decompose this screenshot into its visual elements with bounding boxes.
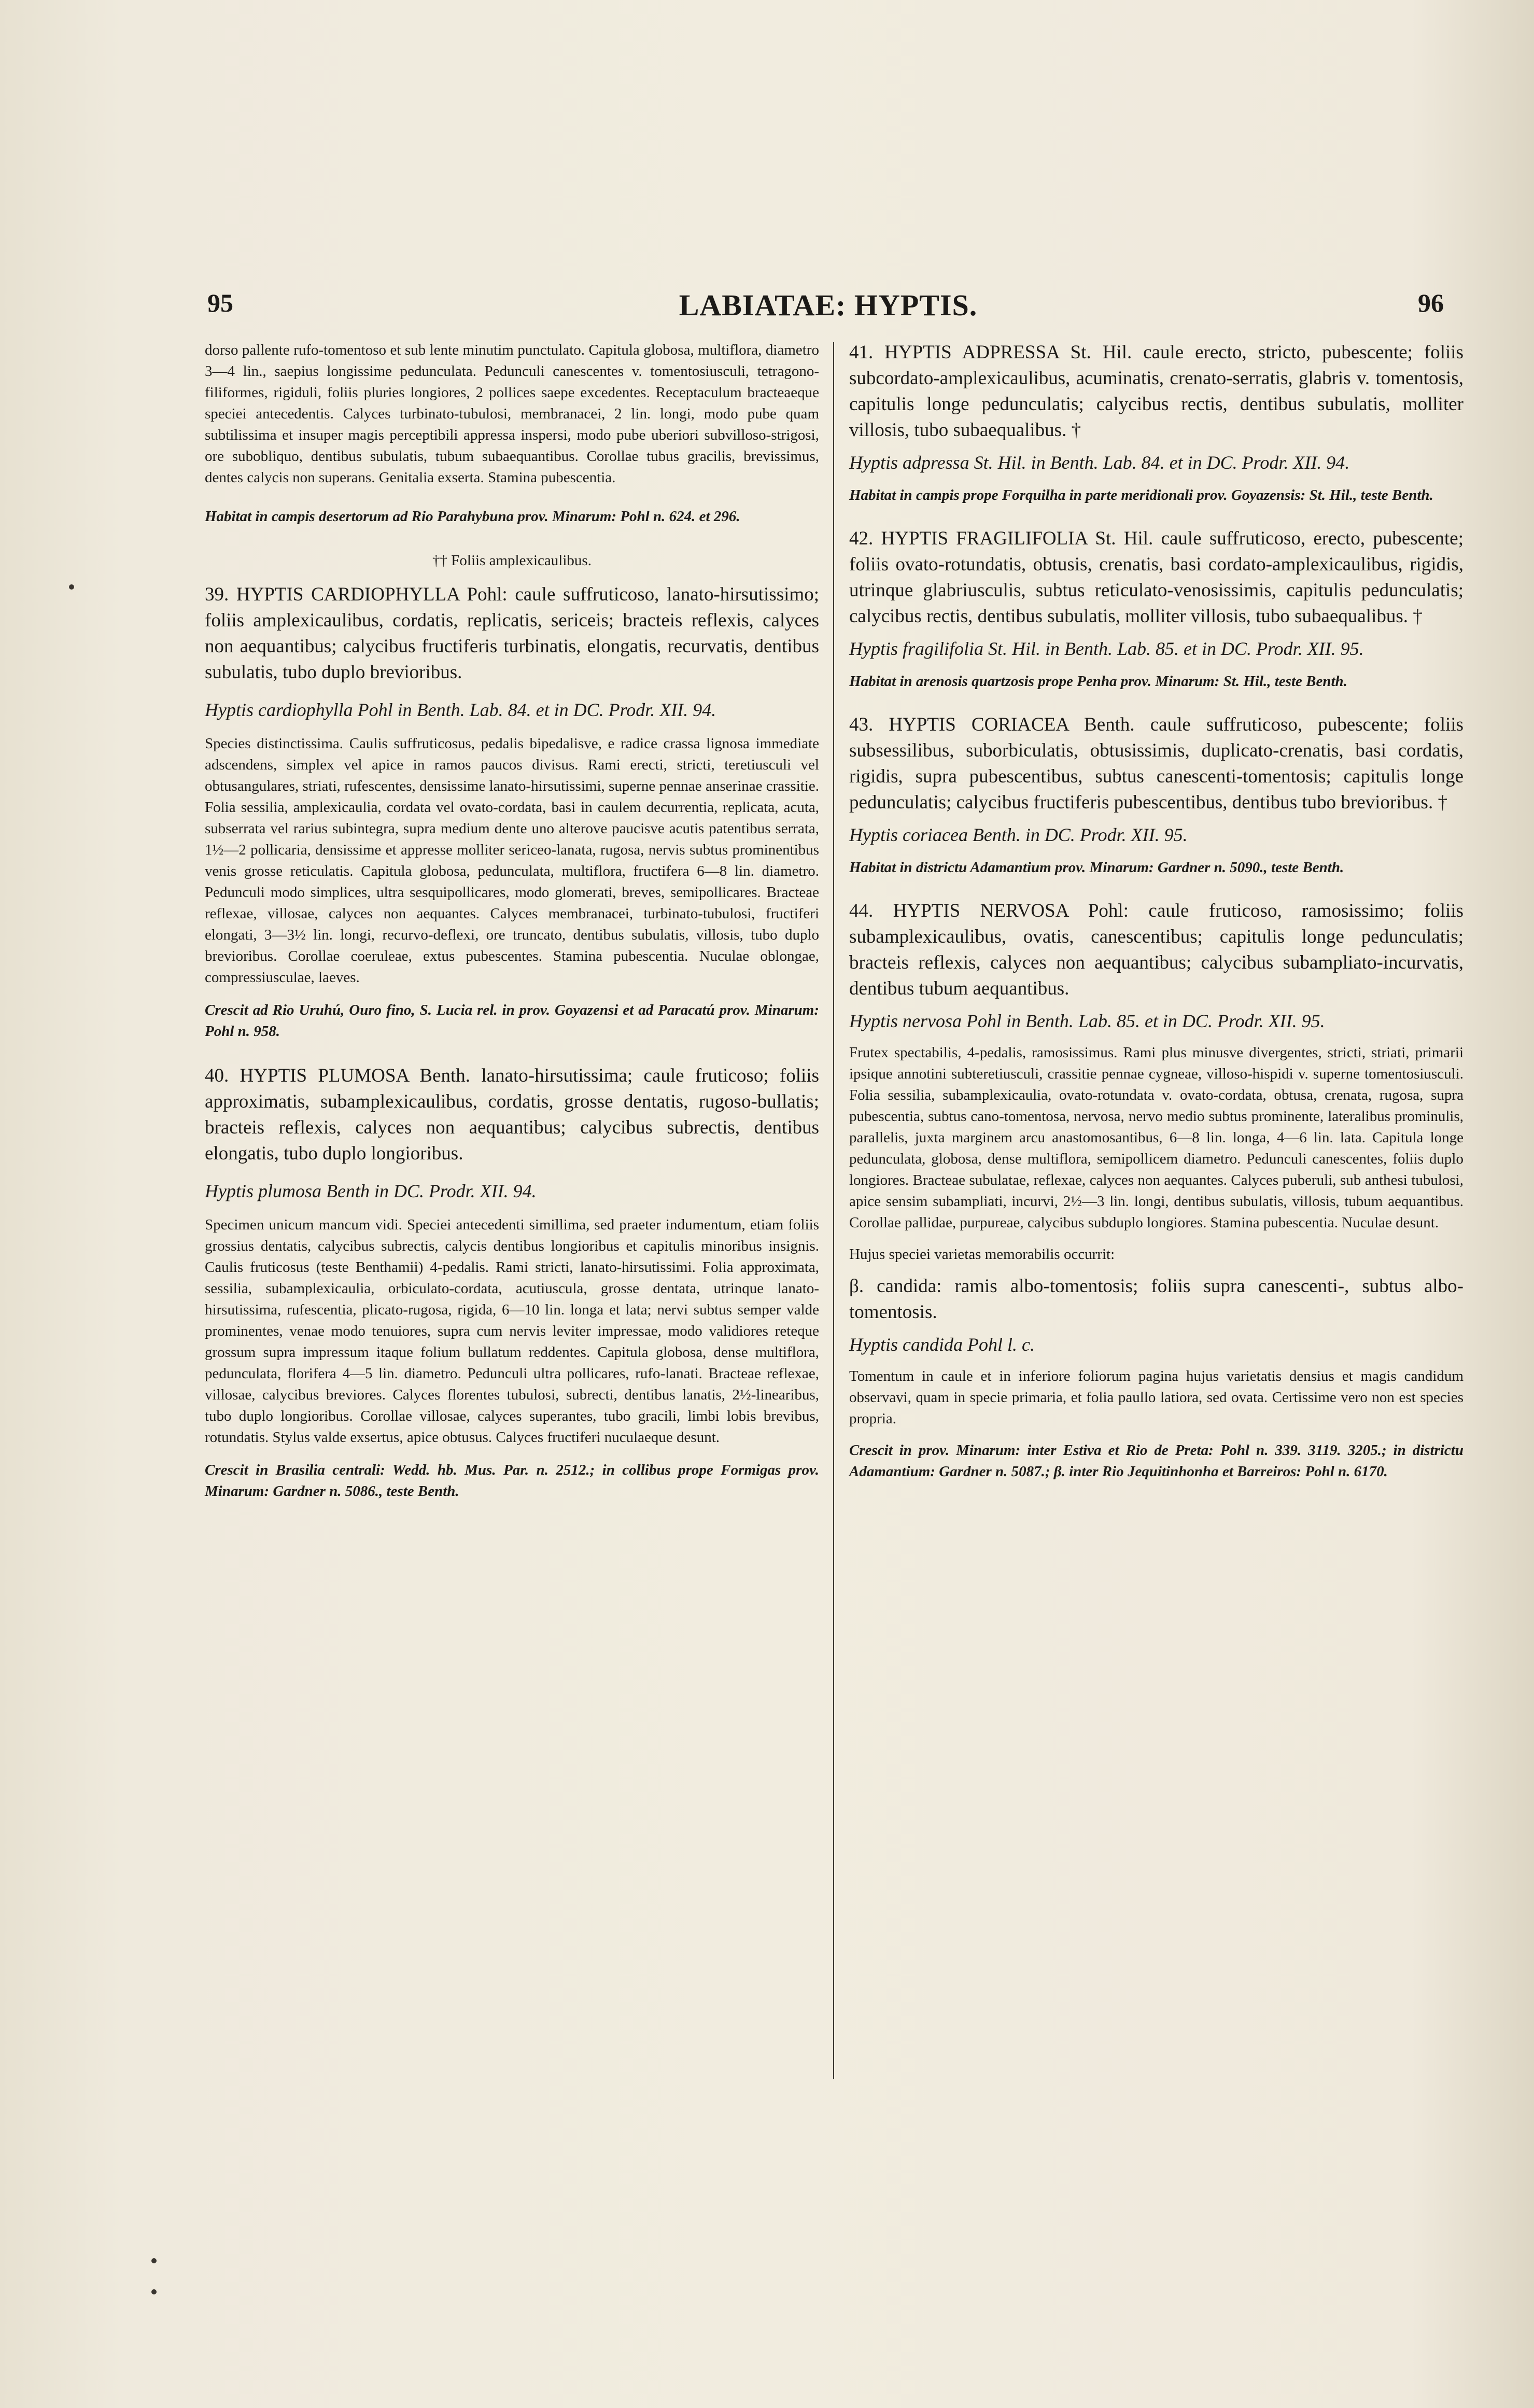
species-43-diagnosis: 43. HYPTIS CORIACEA Benth. caule suffruticoso, pubescente; foliis subsessilibus, suborbiculatis, obtusissimis, duplicato-crenatis, basi cordatis, rigidis, supra pubescentibus, subtus canescenti-tomentosis; capitulis longe pedunculatis; calycibus fructiferis pubescentibus, dentibus tubo brevioribus. †: [849, 714, 1463, 813]
species-41-diagnosis: 41. HYPTIS ADPRESSA St. Hil. caule erecto, stricto, pubescente; foliis subcordato-amplexicaulibus, acuminatis, crenato-serratis, glabris v. tomentosis, capitulis longe pedunculatis; calycibus rectis, dentibus subulatis, molliter villosis, tubo subaequalibus. †: [849, 342, 1463, 441]
species-41-citation: Hyptis adpressa St. Hil. in Benth. Lab. 84. et in DC. Prodr. XII. 94.: [849, 452, 1350, 473]
section-heading: †† Foliis amplexicaulibus.: [432, 552, 592, 569]
left-page-number: 95: [207, 288, 233, 317]
species-40-diagnosis: 40. HYPTIS PLUMOSA Benth. lanato-hirsutissima; caule fruticoso; foliis approximatis, subamplexicaulibus, cordatis, grosse dentatis, rugoso-bullatis; bracteis reflexis, calyces non aequantibus; calycibus subrectis, dentibus elongatis, tubo duplo longioribus.: [205, 1065, 819, 1164]
species-40-description: Specimen unicum mancum vidi. Speciei antecedenti simillima, sed praeter indumentum, etiam foliis grossius dentatis, calycibus subrectis, calycis dentibus longioribus et capitulis minoribus insignis. Caulis fruticosus (teste Benthamii) 4-pedalis. Rami stricti, lanato-hirsutissimi. Folia approximata, sessilia, subamplexicaulia, orbiculato-cordata, acutiuscula, grosse dentata, utrinque lanato-hirsutissima, rufescentia, plicato-rugosa, rigida, 6—10 lin. longa et lata; nervi subtus semper valde prominentes, venae modo tenuiores, supra cum nervis leviter impressae, modo validiores reteque grossum supra impressum itaque folium bullatum reddentes. Capitula globosa, dense multiflora, pedunculata, florifera 4—5 lin. diametro. Pedunculi ultra pollicares, rufo-lanati. Bracteae reflexae, villosae, calycibus breviores. Calyces florentes tubulosi, subrecti, dentibus lanatis, 2½-linearibus, tubo duplo longioribus. Corollae villosae, calyces superantes, tubo gracili, limbi lobis brevibus, rotundatis. Stylus valde exsertus, apice obtusus. Calyces fructiferi nuculaeque desunt.: [205, 1216, 819, 1446]
species-39-habitat: Crescit ad Rio Uruhú, Ouro fino, S. Lucia rel. in prov. Goyazensi et ad Paracatú prov. Minarum: Pohl n. 958.: [205, 1002, 819, 1040]
ink-speck: [151, 2289, 157, 2294]
variety-candida-diagnosis: β. candida: ramis albo-tomentosis; foliis supra canescenti-, subtus albo-tomentosis.: [849, 1276, 1463, 1323]
species-40-citation: Hyptis plumosa Benth in DC. Prodr. XII. 94.: [205, 1181, 537, 1201]
species-42-habitat: Habitat in arenosis quartzosis prope Penha prov. Minarum: St. Hil., teste Benth.: [849, 673, 1347, 690]
ink-speck: [69, 584, 74, 590]
species-42-citation: Hyptis fragilifolia St. Hil. in Benth. Lab. 85. et in DC. Prodr. XII. 95.: [849, 638, 1364, 659]
right-column: [849, 340, 1463, 1482]
left-column: [205, 340, 819, 1502]
running-header: [205, 288, 1452, 329]
species-41-habitat: Habitat in campis prope Forquilha in parte meridionali prov. Goyazensis: St. Hil., teste Benth.: [849, 487, 1433, 503]
species-43-citation: Hyptis coriacea Benth. in DC. Prodr. XII. 95.: [849, 824, 1188, 845]
right-page-number: 96: [1418, 288, 1444, 317]
variety-candida-description: Tomentum in caule et in inferiore foliorum pagina hujus varietatis densius et magis candidum observavi, quam in specie primaria, et folia paullo latiora, sed ovata. Certissime vero non est species propria.: [849, 1368, 1463, 1427]
paragraph-continuation: dorso pallente rufo-tomentoso et sub lente minutim punctulato. Capitula globosa, multiflora, diametro 3—4 lin., saepius longissime pedunculata. Pedunculi canescentes v. tomentosiusculi, tetragono-filiformes, rigiduli, foliis pluries longiores, 2 pollices saepe excedentes. Receptaculum bracteaeque speciei antecedentis. Calyces turbinato-tubulosi, membranacei, 2 lin. longi, modo pube quam subtilissima et insuper magis perceptibili appressa inspersi, modo pube uberiori subvilloso-strigosi, ore subobliquo, dentibus subulatis, tubum subaequantibus. Corollae tubus gracilis, brevissimus, dentes calycis non superans. Genitalia exserta. Stamina pubescentia.: [205, 342, 819, 486]
species-39-citation: Hyptis cardiophylla Pohl in Benth. Lab. 84. et in DC. Prodr. XII. 94.: [205, 699, 716, 720]
ink-speck: [151, 2258, 157, 2263]
species-40-habitat: Crescit in Brasilia centrali: Wedd. hb. Mus. Par. n. 2512.; in collibus prope Formigas prov. Minarum: Gardner n. 5086., teste Benth.: [205, 1462, 819, 1500]
column-divider: [833, 342, 834, 2079]
species-39-description: Species distinctissima. Caulis suffruticosus, pedalis bipedalisve, e radice crassa lignosa immediate adscendens, simplex vel apice in ramos paucos divisus. Rami erecti, stricti, teretiusculi vel obtusangulares, striati, rufescentes, densissime lanato-hirsutissimi, superne pennae anserinae crassitie. Folia sessilia, amplexicaulia, cordata vel ovato-cordata, basi in caulem decurrentia, replicata, acuta, subserrata vel rarius subintegra, supra medium dente uno alterove paucisve acutis patentibus serrata, 1½—2 pollicaria, densissime et appresse molliter sericeo-lanata, rugosa, nervis subtus prominentibus venis grosse reticulatis. Capitula globosa, pedunculata, multiflora, fructifera 6—8 lin. diametro. Pedunculi modo simplices, ultra sesquipollicares, modo glomerati, breves, semipollicares. Bracteae reflexae, villosae, calyces non aequantes. Calyces membranacei, turbinato-tubulosi, fructiferi elongati, 3—3½ lin. longi, recurvo-deflexi, ore truncato, dentibus subulatis, villosis, tubo duplo brevioribus. Corollae coeruleae, extus pubescentes. Stamina pubescentia. Nuculae oblongae, compressiusculae, laeves.: [205, 735, 819, 986]
running-title: LABIATAE: HYPTIS.: [679, 288, 978, 322]
habitat-38: Habitat in campis desertorum ad Rio Parahybuna prov. Minarum: Pohl n. 624. et 296.: [205, 508, 740, 525]
species-42-diagnosis: 42. HYPTIS FRAGILIFOLIA St. Hil. caule suffruticoso, erecto, pubescente; foliis ovato-rotundatis, obtusis, crenatis, basi cordato-amplexicaulibus, rigidis, utrinque glabriusculis, subtus reticulato-venosissimis, capitulis pedunculatis; calycibus rectis, dentibus subulatis, molliter villosis, tubo subaequalibus. †: [849, 528, 1463, 627]
species-43-habitat: Habitat in districtu Adamantium prov. Minarum: Gardner n. 5090., teste Benth.: [849, 859, 1344, 876]
species-44-citation: Hyptis nervosa Pohl in Benth. Lab. 85. et in DC. Prodr. XII. 95.: [849, 1011, 1325, 1031]
species-44-habitat: Crescit in prov. Minarum: inter Estiva et Rio de Preta: Pohl n. 339. 3119. 3205.; in districtu Adamantium: Gardner n. 5087.; β. inter Rio Jequitinhonha et Barreiros: Pohl n. 6170.: [849, 1442, 1463, 1480]
species-44-description: Frutex spectabilis, 4-pedalis, ramosissimus. Rami plus minusve divergentes, stricti, striati, primarii ipsique annotini subteretiusculi, crassitie pennae cygneae, villoso-hispidi v. superne tomentosiusculi. Folia sessilia, subamplexicaulia, ovato-rotundata v. ovato-cordata, obtusa, crenata, rugosa, supra pubescentia, subtus cano-tomentosa, nervosa, nervo medio subtus prominente, lateralibus prominulis, parallelis, juxta marginem arcu anastomosantibus, 6—8 lin. longa, 4—6 lin. lata. Capitula longe pedunculata, globosa, dense multiflora, semipollicem diametro. Pedunculi canescentes, foliis duplo longiores. Bracteae subulatae, reflexae, calyces non aequantes. Calyces puberuli, sub anthesi tubulosi, apice sensim subampliati, incurvi, 2½—3 lin. longi, dentibus subulatis, villosis, tubum aequantibus. Corollae pallidae, purpureae, calycibus subduplo longiores. Stamina pubescentia. Nuculae desunt.: [849, 1044, 1463, 1231]
species-39-diagnosis: 39. HYPTIS CARDIOPHYLLA Pohl: caule suffruticoso, lanato-hirsutissimo; foliis amplexicaulibus, cordatis, replicatis, sericeis; bracteis reflexis, calyces non aequantibus; calycibus fructiferis turbinatis, elongatis, recurvatis, dentibus subulatis, tubo duplo brevioribus.: [205, 584, 819, 683]
variety-intro: Hujus speciei varietas memorabilis occurrit:: [849, 1246, 1115, 1263]
variety-candida-citation: Hyptis candida Pohl l. c.: [849, 1334, 1035, 1355]
species-44-diagnosis: 44. HYPTIS NERVOSA Pohl: caule fruticoso, ramosissimo; foliis subamplexicaulibus, ovatis, canescentibus; capitulis longe pedunculatis; bracteis reflexis, calyces non aequantibus; calycibus subampliato-incurvatis, dentibus tubum aequantibus.: [849, 900, 1463, 999]
